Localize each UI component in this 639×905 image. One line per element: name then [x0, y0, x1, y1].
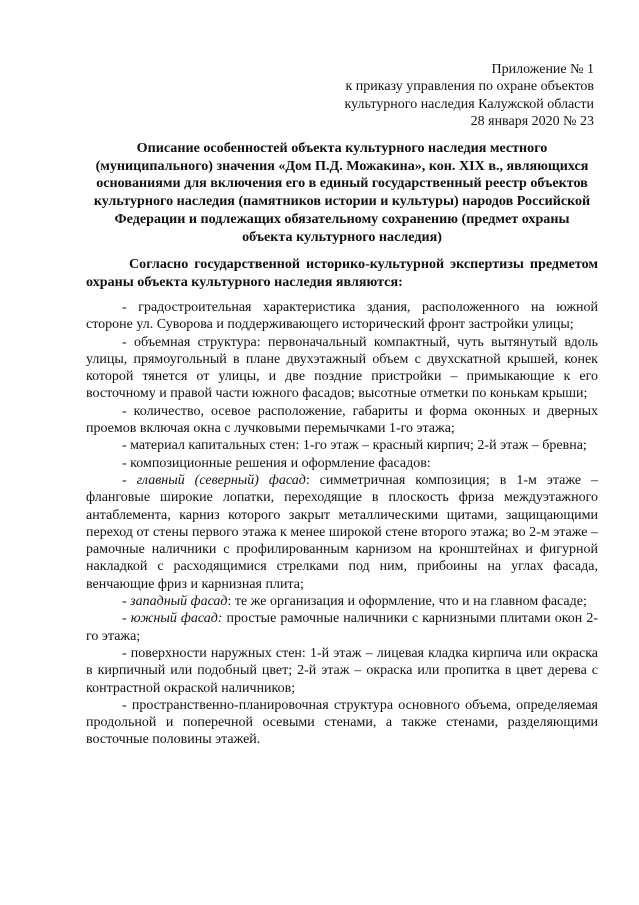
- item-text: - количество, осевое расположение, габариты и форма оконных и дверных проемов включая окна с лучковыми перемычками 1-го этажа;: [86, 403, 598, 437]
- appendix-line: Приложение № 1: [491, 62, 594, 77]
- item-emphasis: главный (северный) фасад: [136, 472, 306, 488]
- appendix-date: 28 января 2020 № 23: [470, 114, 594, 130]
- intro-heading: [86, 256, 598, 291]
- appendix-header: [264, 61, 594, 131]
- title-line: Федерации и подлежащих обязательному сохранению (предмет охраны: [114, 210, 570, 227]
- list-item: [86, 403, 598, 438]
- list-item: [86, 455, 598, 472]
- title-line: Описание особенностей объекта культурного наследия местного: [136, 140, 548, 156]
- title-line: (муниципального) значения «Дом П.Д. Можакина», кон. XIX в., являющихся: [95, 157, 589, 174]
- list-item: [86, 697, 598, 749]
- item-text: простые рамочные наличники с карнизными плитами окон 2-го этажа;: [86, 611, 599, 644]
- protection-items-list: [86, 299, 598, 749]
- item-emphasis: западный фасад: [130, 594, 228, 610]
- item-text: - материал капитальных стен: 1-го этаж – красный кирпич; 2-й этаж – бревна;: [122, 438, 587, 454]
- item-prefix: -: [122, 611, 131, 627]
- list-item: [86, 645, 598, 697]
- intro-line: Согласно государственной историко-культурной экспертизы предметом: [129, 256, 598, 272]
- item-text: - композиционные решения и оформление фасадов:: [122, 455, 431, 471]
- document-title: [86, 140, 598, 246]
- item-text: - пространственно-планировочная структура основного объема, определяемая продольной и поперечной осевыми стенами, а также стенами, разделяющими восточные половины этажей.: [86, 697, 598, 748]
- item-text: - градостроительная характеристика здания, расположенного на южной стороне ул. Суворова и поддерживающего исторический фронт застройки улицы;: [86, 300, 598, 333]
- item-prefix: -: [122, 472, 137, 488]
- list-item: [86, 610, 598, 645]
- list-item: [86, 299, 598, 334]
- list-item: [86, 437, 598, 454]
- title-line: культурного наследия (памятников истории и культуры) народов Российской: [93, 193, 591, 210]
- appendix-line: культурного наследия Калужской области: [344, 96, 594, 112]
- title-line: основаниями для включения его в единый государственный реестр объектов: [96, 175, 588, 192]
- appendix-line: к приказу управления по охране объектов: [345, 79, 594, 95]
- intro-line: охраны объекта культурного наследия являются:: [86, 273, 403, 290]
- list-item: [86, 334, 598, 403]
- item-text: - поверхности наружных стен: 1-й этаж – лицевая кладка кирпича или окраска в кирпичный или подобный цвет; 2-й этаж – окраска или пропитка в цвет дерева с контрастной окраской наличников;: [86, 645, 598, 696]
- item-emphasis: южный фасад:: [130, 611, 223, 627]
- item-text: - объемная структура: первоначальный компактный, чуть вытянутый вдоль улицы, прямоугольный в плане двухэтажный объем с двухскатной крышей, конек которой тянется от улицы, и две поздние пристройки – примыкающие к его восточному и правой части южного фасадов; высотные отметки по конькам крыши;: [86, 334, 598, 402]
- list-item: [86, 593, 598, 610]
- item-prefix: -: [122, 594, 131, 610]
- title-line: объекта культурного наследия): [242, 228, 442, 245]
- item-text: : те же организация и оформление, что и на главном фасаде;: [227, 594, 587, 610]
- list-item: [86, 472, 598, 593]
- item-text: : симметричная композиция; в 1-м этаже – фланговые широкие лопатки, переходящие в плоскость фриза междуэтажного антаблемента, карниз которого закрыт металлическими щитами, защищающими переход от стены первого этажа к менее широкой стене второго этажа; во 2-м этаже – рамочные наличники с профилированным карнизом на кронштейнах и фигурной накладкой с расходящимися стрелками под ним, прибоины на углах фасада, венчающие фриз и карнизная плита;: [86, 472, 598, 592]
